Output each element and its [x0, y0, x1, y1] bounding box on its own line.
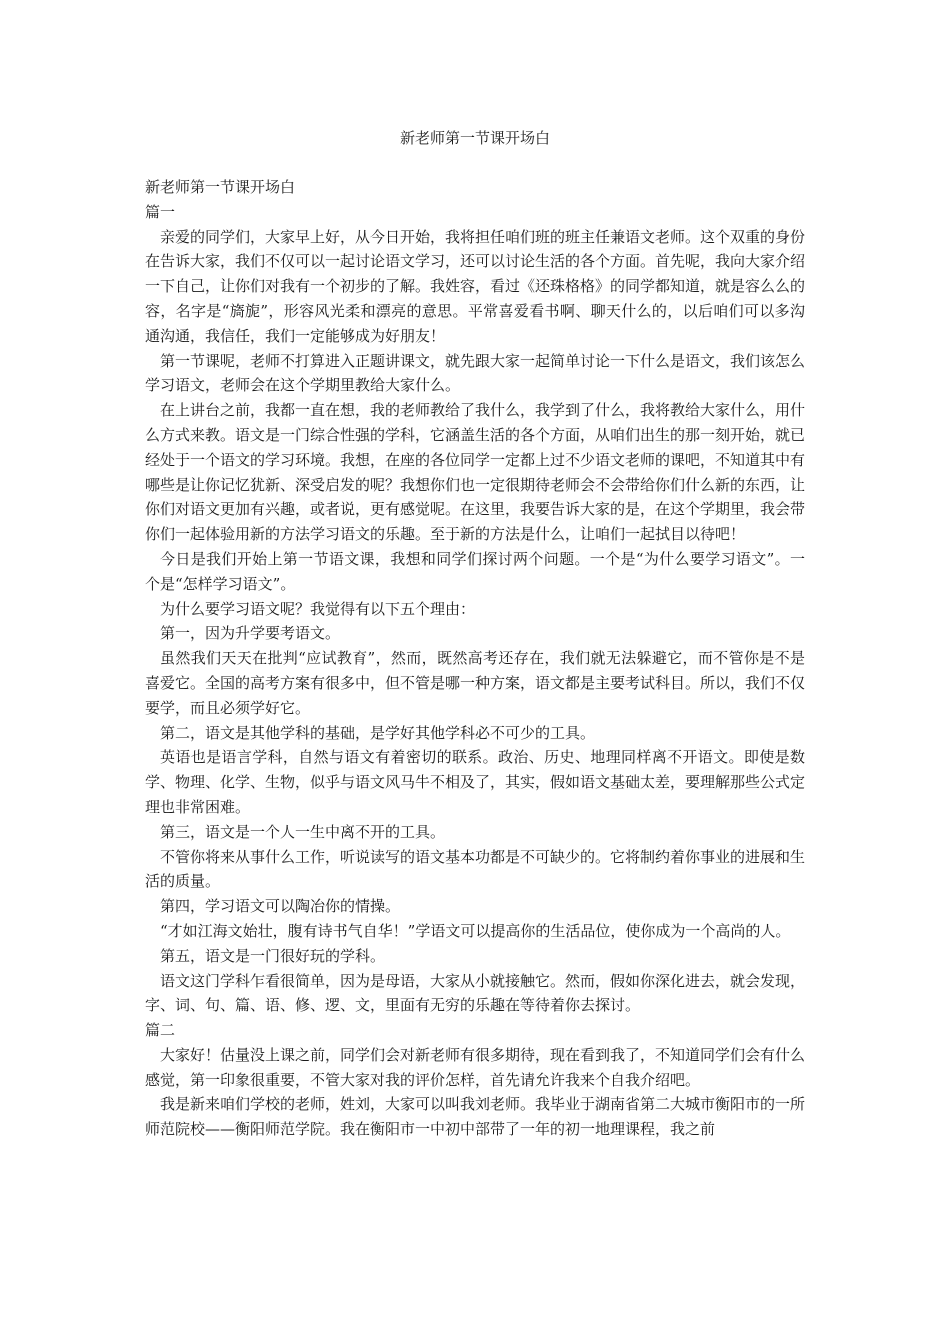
- paragraph: 我是新来咱们学校的老师，姓刘，大家可以叫我刘老师。我毕业于湖南省第二大城市衡阳市的一所师范院校——衡阳师范学院。我在衡阳市一中初中部带了一年的初一地理课程，我之前: [145, 1095, 806, 1139]
- section-heading-1: 篇一: [145, 202, 176, 221]
- paragraph: 英语也是语言学科，自然与语文有着密切的联系。政治、历史、地理同样离不开语文。即使是数学、物理、化学、生物，似乎与语文风马牛不相及了，其实，假如语文基础太差，要理解那些公式定理也非常困难。: [145, 748, 806, 816]
- reason-heading: 第三，语文是一个人一生中离不开的工具。: [160, 822, 446, 841]
- paragraph: 虽然我们天天在批判“应试教育”，然而，既然高考还存在，我们就无法躲避它，而不管你是不是喜爱它。全国的高考方案有很多中，但不管是哪一种方案，语文都是主要考试科目。所以，我们不仅要学，而且必须学好它。: [145, 649, 806, 717]
- section-heading-2: 篇二: [145, 1021, 176, 1040]
- document-title: 新老师第一节课开场白: [399, 129, 550, 147]
- paragraph: 为什么要学习语文呢？我觉得有以下五个理由：: [160, 599, 476, 618]
- document-subtitle: 新老师第一节课开场白: [145, 178, 296, 196]
- reason-heading: 第二，语文是其他学科的基础，是学好其他学科必不可少的工具。: [160, 723, 596, 742]
- paragraph: 大家好！估量没上课之前，同学们会对新老师有很多期待，现在看到我了，不知道同学们会有什么感觉，第一印象很重要，不管大家对我的评价怎样，首先请允许我来个自我介绍吧。: [145, 1045, 806, 1089]
- paragraph: 今日是我们开始上第一节语文课，我想和同学们探讨两个问题。一个是“为什么要学习语文”。一个是“怎样学习语文”。: [145, 549, 805, 593]
- paragraph: 第一节课呢，老师不打算进入正题讲课文，就先跟大家一起简单讨论一下什么是语文，我们该怎么学习语文，老师会在这个学期里教给大家什么。: [145, 351, 806, 395]
- reason-heading: 第四，学习语文可以陶冶你的情操。: [160, 897, 401, 916]
- paragraph: 亲爱的同学们，大家早上好，从今日开始，我将担任咱们班的班主任兼语文老师。这个双重的身份在告诉大家，我们不仅可以一起讨论语文学习，还可以讨论生活的各个方面。首先呢，我向大家介绍一下自己，让你们对我有一个初步的了解。我姓容，看过《还珠格格》的同学都知道，就是容么么的容，名字是“旖旎”，形容风光柔和漂亮的意思。平常喜爱看书啊、聊天什么的，以后咱们可以多沟通沟通，我信任，我们一定能够成为好朋友！: [145, 227, 806, 345]
- paragraph: “才如江海文始壮，腹有诗书气自华！”学语文可以提高你的生活品位，使你成为一个高尚的人。: [160, 921, 791, 940]
- reason-heading: 第五，语文是一门很好玩的学科。: [160, 946, 386, 965]
- paragraph: 语文这门学科乍看很简单，因为是母语，大家从小就接触它。然而，假如你深化进去，就会发现，字、词、句、篇、语、修、逻、文，里面有无穷的乐趣在等待着你去探讨。: [145, 971, 806, 1015]
- paragraph: 不管你将来从事什么工作，听说读写的语文基本功都是不可缺少的。它将制约着你事业的进展和生活的质量。: [145, 847, 806, 891]
- document-body: [145, 175, 805, 1142]
- paragraph: 在上讲台之前，我都一直在想，我的老师教给了我什么，我学到了什么，我将教给大家什么，用什么方式来教。语文是一门综合性强的学科，它涵盖生活的各个方面，从咱们出生的那一刻开始，就已经处于一个语文的学习环境。我想，在座的各位同学一定都上过不少语文老师的课吧，不知道其中有哪些是让你记忆犹新、深受启发的呢？我想你们也一定很期待老师会不会带给你们什么新的东西，让你们对语文更加有兴趣，或者说，更有感觉呢。在这里，我要告诉大家的是，在这个学期里，我会带你们一起体验用新的方法学习语文的乐趣。至于新的方法是什么，让咱们一起拭目以待吧！: [145, 401, 806, 544]
- reason-heading: 第一，因为升学要考语文。: [160, 624, 341, 643]
